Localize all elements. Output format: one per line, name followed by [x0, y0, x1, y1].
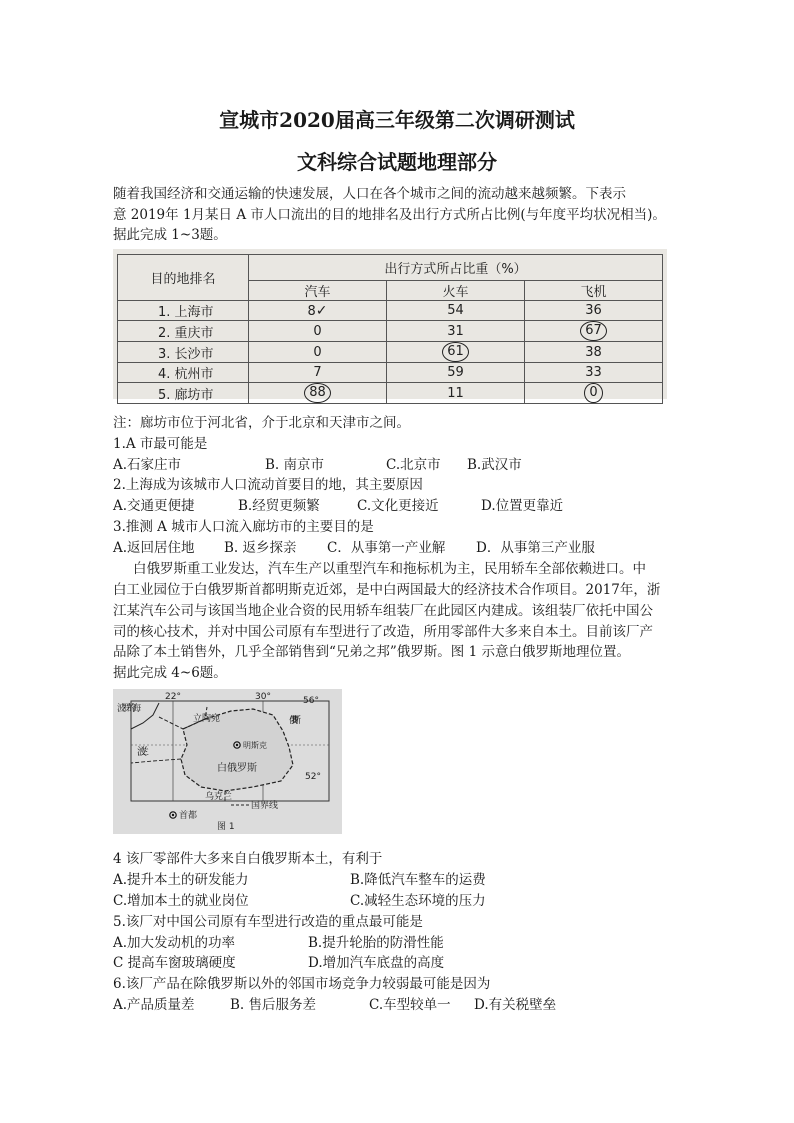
table-row [118, 383, 663, 404]
row-plane: 67 [580, 321, 607, 341]
label-lon-30: 30° [255, 692, 271, 702]
table-row [118, 301, 663, 321]
check-mark-icon: ✓ [315, 302, 328, 319]
label-ukraine: 乌克兰 [205, 792, 233, 802]
label-lithuania: 立陶宛 [193, 714, 221, 724]
intro1-line-3: 据此完成 1~3题。 [113, 227, 227, 243]
intro2-line-1: 白俄罗斯重工业发达，汽车生产以重型汽车和拖标机为主，民用轿车全部依赖进口。中 [133, 561, 646, 577]
row-train: 31 [386, 321, 524, 342]
q2-option-d: D.位置更靠近 [481, 498, 564, 514]
row-car: 0 [249, 321, 387, 342]
row-train: 59 [386, 363, 524, 383]
row-plane: 0 [584, 383, 602, 403]
q4-option-b: B.降低汽车整车的运费 [350, 872, 486, 888]
row-name: 1. 上海市 [118, 301, 249, 321]
label-lat-52: 52° [305, 772, 321, 782]
intro2-line-2: 白工业园位于白俄罗斯首都明斯克近郊，是中白两国最大的经济技术合作项目。2017年，浙 [113, 582, 661, 598]
table-row [118, 363, 663, 383]
row-car: 88 [304, 383, 331, 403]
table-header-plane: 飞机 [524, 281, 662, 301]
label-minsk: 明斯克 [243, 741, 267, 750]
table-header-group: 出行方式所占比重（%） [249, 255, 663, 281]
table-row [118, 342, 663, 363]
label-belarus: 白俄罗斯 [217, 763, 257, 774]
q4-stem: 4 该厂零部件大多来自白俄罗斯本土，有利于 [113, 851, 383, 867]
q5-option-a: A.加大发动机的功率 [113, 935, 236, 951]
row-name: 3. 长沙市 [118, 342, 249, 363]
poland-border [131, 759, 181, 763]
q4-option-d: C.减轻生态环境的压力 [350, 893, 486, 909]
q1-option-a: A.石家庄市 [113, 457, 182, 473]
q5-option-c: C 提高车窗玻璃硬度 [113, 955, 236, 971]
q5-option-d: D.增加汽车底盘的高度 [308, 955, 445, 971]
row-name: 5. 廊坊市 [118, 383, 249, 404]
q4-option-c: C.增加本土的就业岗位 [113, 893, 249, 909]
intro1-line-1: 随着我国经济和交通运输的快速发展，人口在各个城市之间的流动越来越频繁。下表示 [113, 186, 626, 202]
intro2-line-4: 司的核心技术，并对中国公司原有车型进行了改造，所用零部件大多来自本土。目前该厂产 [113, 624, 653, 640]
q1-option-b: B. 南京市 [265, 457, 325, 473]
q2-option-c: C.文化更接近 [357, 498, 439, 514]
q1-option-c: C.北京市 [386, 457, 441, 473]
q6-option-b: B. 售后服务差 [230, 997, 317, 1013]
q4-option-a: A.提升本土的研发能力 [113, 872, 249, 888]
legend-capital-label: 首都 [179, 811, 198, 821]
row-car: 0 [249, 342, 387, 363]
q3-stem: 3.推测 A 城市人口流入廊坊市的主要目的是 [113, 519, 374, 535]
row-train: 11 [386, 383, 524, 404]
q3-option-a: A.返回居住地 [113, 540, 195, 556]
intro1-line-2: 意 2019年 1月某日 A 市人口流出的目的地排名及出行方式所占比例(与年度平均状况相当)。 [113, 207, 666, 223]
table-header-destination: 目的地排名 [118, 255, 249, 301]
row-train: 61 [442, 342, 469, 362]
row-name: 2. 重庆市 [118, 321, 249, 342]
q6-stem: 6.该厂产品在除俄罗斯以外的邻国市场竞争力较弱最可能是因为 [113, 976, 491, 992]
q3-option-c: C．从事第一产业解 [327, 540, 446, 556]
intro2-line-3: 江某汽车公司与该国当地企业合资的民用轿车组装厂在此园区内建成。该组装厂依托中国公 [113, 603, 653, 619]
label-lon-22: 22° [165, 692, 181, 702]
row-train: 54 [386, 301, 524, 321]
row-car: 8 [307, 303, 316, 319]
table-header-car: 汽车 [249, 281, 387, 301]
q5-option-b: B.提升轮胎的防滑性能 [308, 935, 444, 951]
q3-option-b: B. 返乡探亲 [224, 540, 297, 556]
map-caption: 图 1 [217, 822, 235, 832]
minsk-capital-dot [236, 744, 238, 746]
paper-title: 宣城市2020届高三年级第二次调研测试 [219, 108, 575, 132]
legend-border-label: 国界线 [251, 801, 279, 811]
label-russia: 俄罗斯 [289, 716, 301, 726]
intro2-line-6: 据此完成 4~6题。 [113, 665, 227, 681]
q3-option-d: D．从事第三产业服 [476, 540, 595, 556]
intro2-line-5: 品除了本土销售外，几乎全部销售到“兄弟之邦”俄罗斯。图 1 示意白俄罗斯地理位置。 [113, 644, 630, 660]
row-plane: 36 [524, 301, 662, 321]
row-car: 7 [249, 363, 387, 383]
table-note: 注：廊坊市位于河北省，介于北京和天津市之间。 [113, 415, 410, 431]
q6-option-a: A.产品质量差 [113, 997, 195, 1013]
travel-mode-table [113, 249, 667, 403]
label-baltic: 波罗的海 [117, 704, 141, 714]
q2-stem: 2.上海成为该城市人口流动首要目的地，其主要原因 [113, 477, 423, 493]
table-header-train: 火车 [386, 281, 524, 301]
legend-capital-dot [172, 814, 174, 816]
row-name: 4. 杭州市 [118, 363, 249, 383]
table-row [118, 321, 663, 342]
label-lat-56: 56° [303, 696, 319, 706]
row-plane: 33 [524, 363, 662, 383]
belarus-map [113, 689, 342, 834]
q2-option-b: B.经贸更频繁 [238, 498, 320, 514]
q5-stem: 5.该厂对中国公司原有车型进行改造的重点最可能是 [113, 914, 423, 930]
paper-subtitle: 文科综合试题地理部分 [297, 150, 497, 174]
q6-option-c: C.车型较单一 [369, 997, 451, 1013]
q1-stem: 1.A 市最可能是 [113, 436, 208, 452]
label-poland: 波兰 [137, 747, 149, 758]
q1-option-d: B.武汉市 [467, 457, 522, 473]
q6-option-d: D.有关税壁垒 [474, 997, 557, 1013]
q2-option-a: A.交通更便捷 [113, 498, 195, 514]
row-plane: 38 [524, 342, 662, 363]
